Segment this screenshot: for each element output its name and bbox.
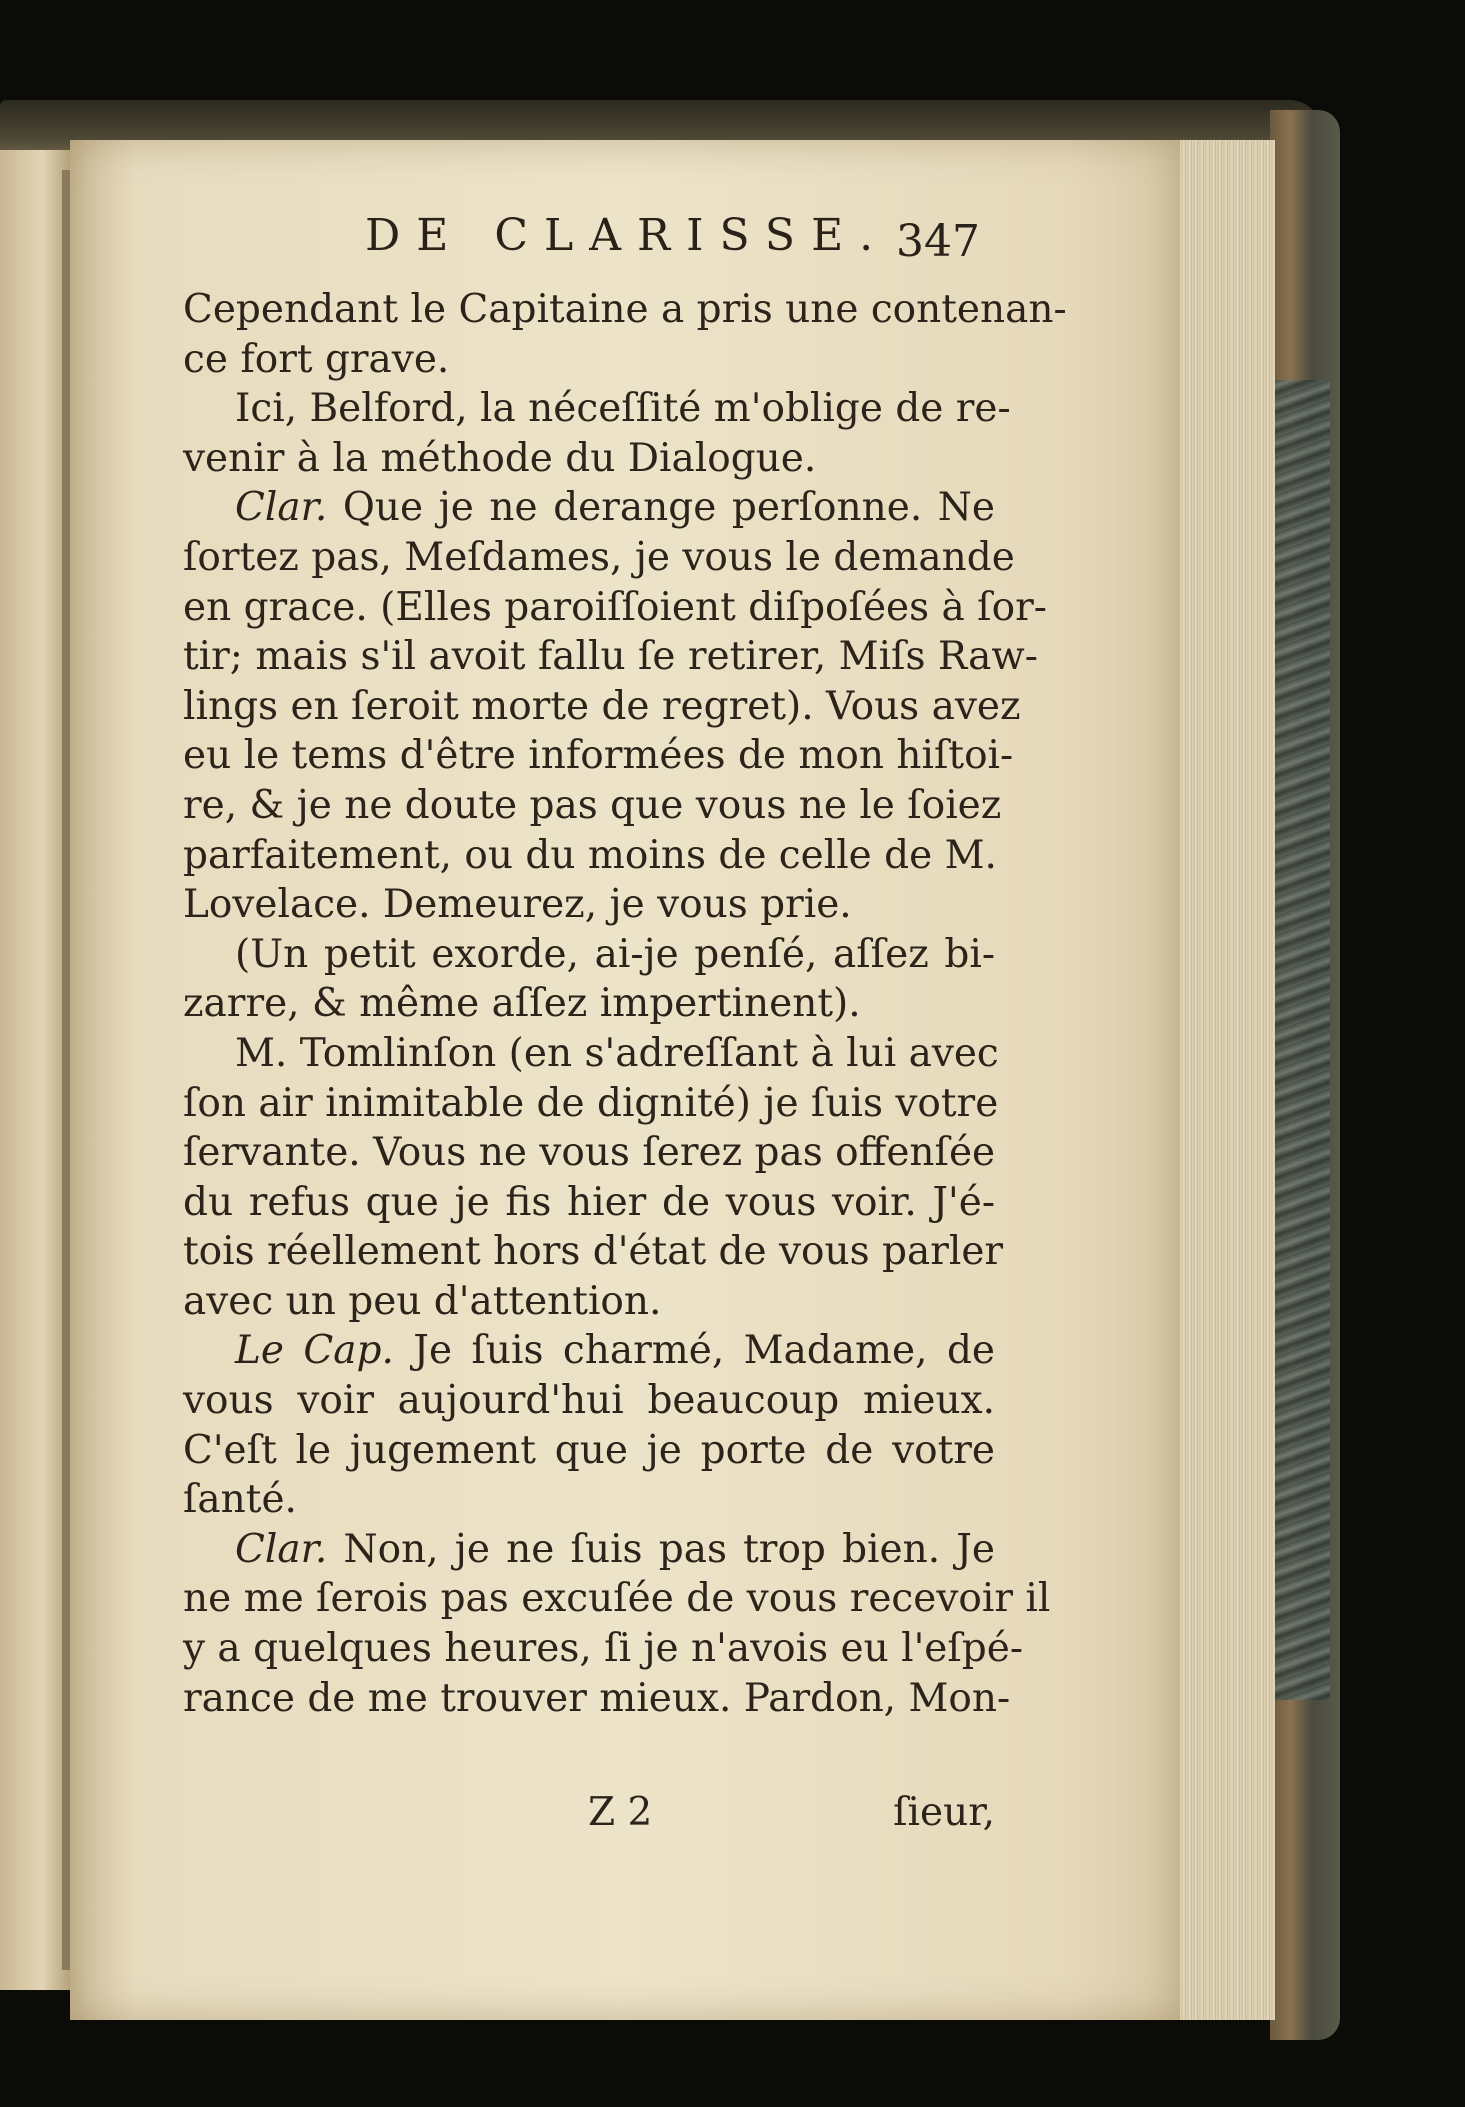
text-line: en grace. (Elles paroiſſoient diſpoſées à ſor- bbox=[183, 584, 1047, 630]
text-line: ce fort grave. bbox=[183, 336, 450, 382]
catchword: ſieur, bbox=[893, 1790, 995, 1835]
text-line: rance de me trouver mieux. Pardon, Mon- bbox=[183, 1675, 1011, 1721]
text-line: M. Tomlinſon (en s'adreſſant à lui avec bbox=[235, 1030, 999, 1076]
speaker-tag: Le Cap. bbox=[235, 1328, 394, 1374]
speaker-tag: Clar. bbox=[235, 1526, 328, 1572]
text-line: parfaitement, ou du moins de celle de M. bbox=[183, 832, 997, 878]
page-block-edges bbox=[1180, 140, 1275, 2020]
text-line: Le Cap. Je ſuis charmé, Madame, de bbox=[235, 1328, 995, 1374]
text-line: re, & je ne doute pas que vous ne le ſoiez bbox=[183, 782, 1002, 828]
text-line: lings en ſeroit morte de regret). Vous avez bbox=[183, 683, 1021, 729]
text-line: ſervante. Vous ne vous ſerez pas offenſée bbox=[183, 1130, 996, 1176]
text-line: avec un peu d'attention. bbox=[183, 1278, 662, 1324]
text-line: ſortez pas, Meſdames, je vous le demande bbox=[183, 534, 1015, 580]
page-footer bbox=[183, 1790, 995, 1840]
text-line: venir à la méthode du Dialogue. bbox=[183, 435, 817, 481]
running-head bbox=[365, 210, 980, 280]
text-line: Ici, Belford, la néceſſité m'oblige de re- bbox=[235, 386, 1011, 432]
text-line: tir; mais s'il avoit fallu ſe retirer, Miſs Raw- bbox=[183, 634, 1038, 680]
text-line: ne me ſerois pas excuſée de vous recevoir il bbox=[183, 1576, 1051, 1622]
page-number: 347 bbox=[896, 216, 980, 267]
text-line: eu le tems d'être informées de mon hiſtoi- bbox=[183, 733, 1014, 779]
text-line: ſanté. bbox=[183, 1477, 297, 1523]
marbled-cover bbox=[1275, 380, 1330, 1700]
text-line: tois réellement hors d'état de vous parler bbox=[183, 1229, 1004, 1275]
text-line: du refus que je fis hier de vous voir. J'é- bbox=[183, 1179, 995, 1225]
text-line: Clar. Non, je ne ſuis pas trop bien. Je bbox=[235, 1526, 995, 1572]
text-line: ſon air inimitable de dignité) je ſuis votre bbox=[183, 1080, 999, 1126]
text-line: Clar. Que je ne derange perſonne. Ne bbox=[235, 485, 995, 531]
text-line: vous voir aujourd'hui beaucoup mieux. bbox=[183, 1378, 995, 1424]
signature-mark: Z 2 bbox=[588, 1790, 653, 1835]
text-line: Lovelace. Demeurez, je vous prie. bbox=[183, 882, 852, 928]
text-line: zarre, & même aſſez impertinent). bbox=[183, 981, 861, 1027]
text-line: Cependant le Capitaine a pris une contenan- bbox=[183, 287, 1067, 332]
running-head-title: DE CLARISSE. bbox=[365, 210, 890, 261]
text-line: C'eſt le jugement que je porte de votre bbox=[183, 1427, 995, 1473]
body-text bbox=[183, 285, 1067, 1723]
text-line: y a quelques heures, ſi je n'avois eu l'eſpé- bbox=[183, 1626, 1024, 1672]
speaker-tag: Clar. bbox=[235, 485, 328, 531]
text-line: (Un petit exorde, ai-je penſé, aſſez bi- bbox=[235, 931, 995, 977]
